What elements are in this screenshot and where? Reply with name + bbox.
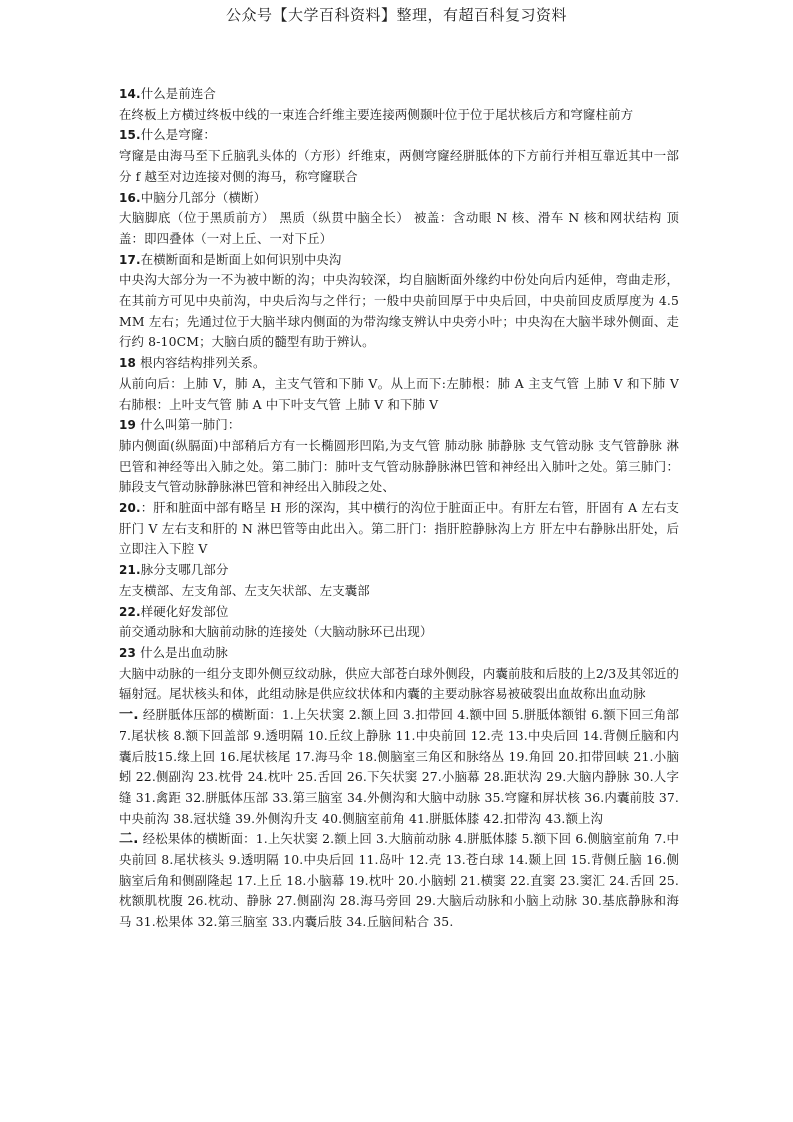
question-number: 18 bbox=[119, 356, 136, 371]
question-number: 22. bbox=[119, 604, 141, 619]
question-number: 16. bbox=[119, 190, 141, 205]
page-header: 公众号【大学百科资料】整理，有超百科复习资料 bbox=[225, 6, 567, 24]
answer-paragraph: 从前向后：上肺 V，肺 A，主支气管和下肺 V。从上而下:左肺根：肺 A 主支气管 上肺 V 和下肺 V 右肺根：上叶支气管 肺 A 中下叶支气管 上肺 V 和下肺 V bbox=[119, 375, 679, 412]
section-text: 经胼胝体压部的横断面：1.上矢状窦 2.额上回 3.扣带回 4.额中回 5.胼胝体额钳 6.额下回三角部 7.尾状核 8.额下回盖部 9.透明隔 10.丘纹上静脉 11.中央前回 12.壳 13.中央后回 14.背侧丘脑和内囊后肢15.缘上回 16.尾状核尾 17.海马伞 18.侧脑室三角区和脉络丛 19.角回 20.扣带回峡 21.小脑蚓 22.侧副沟 23.枕骨 24.枕叶 25.舌回 26.下矢状窦 27.小脑幕 28.距状沟 29.大脑内静脉 30.人字缝 31.禽距 32.胼胝体压部 33.第三脑室 34.外侧沟和大脑中动脉 35.穹窿和屏状核 36.内囊前肢 37.中央前沟 38.冠状缝 39.外侧沟升支 40.侧脑室前角 41.胼胝体膝 42.扣带沟 43.额上沟 bbox=[119, 707, 680, 826]
question-number: 19 bbox=[119, 418, 136, 433]
question-heading bbox=[119, 415, 679, 436]
answer-paragraph: 大脑中动脉的一组分支即外侧豆纹动脉，供应大部苍白球外侧段，内囊前肢和后肢的上2/3及其邻近的辐射冠。尾状核头和体，此组动脉是供应纹状体和内囊的主要动脉容易被破裂出血故称出血动脉 bbox=[119, 665, 679, 702]
answer-paragraph: 中央沟大部分为一不为被中断的沟；中央沟较深，均自脑断面外缘约中份处向后内延伸，弯曲走形，在其前方可见中央前沟，中央后沟与之伴行；一般中央前回厚于中央后回，中央前回皮质厚度为 4.5MM 左右；先通过位于大脑半球内侧面的为带沟缘支辨认中央旁小叶；中央沟在大脑半球外侧面、走行约 8-10CM；大脑白质的髓型有助于辨认。 bbox=[119, 272, 679, 350]
question-number: 17. bbox=[119, 252, 141, 267]
question-number: 23 bbox=[119, 645, 136, 660]
question-text: ：肝和脏面中部有略呈 H 形的深沟，其中横行的沟位于脏面正中。有肝左右管，肝固有 A 左右支 肝门 V 左右支和肝的 N 淋巴管等由此出入。第二肝门：指肝腔静脉沟上方 肝左中右静脉出肝处，后立即注入下腔 V bbox=[119, 500, 679, 557]
question-paragraph bbox=[119, 498, 679, 560]
question-heading bbox=[119, 602, 679, 623]
answer-paragraph: 大脑脚底（位于黑质前方） 黑质（纵贯中脑全长） 被盖：含动眼 N 核、滑车 N 核和网状结构 顶盖：即四叠体（一对上丘、一对下丘） bbox=[119, 210, 679, 246]
question-number: 15. bbox=[119, 128, 141, 143]
question-text: 在横断面和是断面上如何识别中央沟 bbox=[140, 251, 342, 267]
question-heading bbox=[119, 188, 679, 209]
question-number: 21. bbox=[119, 563, 141, 578]
question-number: 20. bbox=[119, 501, 141, 516]
question-text: 脉分支哪几部分 bbox=[140, 562, 229, 578]
answer-paragraph: 前交通动脉和大脑前动脉的连接处（大脑动脉环已出现） bbox=[119, 624, 433, 640]
question-text: 什么是穹窿： bbox=[140, 127, 216, 143]
question-heading bbox=[119, 84, 679, 105]
question-heading bbox=[119, 125, 679, 146]
question-text: 什么是出血动脉 bbox=[136, 644, 228, 660]
question-number: 14. bbox=[119, 87, 141, 101]
section-number: 二. bbox=[119, 831, 139, 848]
answer-paragraph: 肺内侧面(纵膈面)中部稍后方有一长椭圆形凹陷,为支气管 肺动脉 肺静脉 支气管动脉 支气管静脉 淋巴管和神经等出入肺之处。第二肺门：肺叶支气管动脉静脉淋巴管和神经出入肺叶之处。第三肺门：肺段支气管动脉静脉淋巴管和神经出入肺段之处、 bbox=[119, 437, 679, 495]
question-text: 什么是前连合 bbox=[140, 86, 216, 101]
section-paragraph bbox=[119, 705, 679, 829]
document-body bbox=[119, 84, 679, 933]
question-heading bbox=[119, 353, 679, 374]
question-text: 什么叫第一肺门： bbox=[136, 417, 241, 433]
section-text: 经松果体的横断面：1.上矢状窦 2.额上回 3.大脑前动脉 4.胼胝体膝 5.额下回 6.侧脑室前角 7.中央前回 8.尾状核头 9.透明隔 10.中央后回 11.岛叶 12.壳 13.苍白球 14.颞上回 15.背侧丘脑 16.侧脑室后角和侧副隆起 17.上丘 18.小脑幕 19.枕叶 20.小脑蚓 21.横窦 22.直窦 23.窦汇 24.舌回 25.枕额肌枕腹 26.枕动、静脉 27.侧副沟 28.海马旁回 29.大脑后动脉和小脑上动脉 30.基底静脉和海马 31.松果体 32.第三脑室 33.内囊后肢 34.丘脑间粘合 35. bbox=[119, 831, 679, 930]
answer-paragraph: 左支横部、左支角部、左支矢状部、左支囊部 bbox=[119, 582, 370, 598]
question-heading bbox=[119, 643, 679, 664]
question-text: 样硬化好发部位 bbox=[140, 603, 229, 619]
question-text: 中脑分几部分（横断） bbox=[140, 189, 267, 205]
section-paragraph bbox=[119, 829, 679, 933]
answer-paragraph: 穹窿是由海马至下丘脑乳头体的（方形）纤维束，两侧穹窿经胼胝体的下方前行并相互靠近其中一部分 f 越至对边连接对侧的海马，称穹窿联合 bbox=[119, 148, 679, 184]
question-heading bbox=[119, 560, 679, 581]
question-text: 根内容结构排列关系。 bbox=[136, 355, 266, 371]
question-heading bbox=[119, 250, 679, 271]
answer-paragraph: 在终板上方横过终板中线的一束连合纤维主要连接两侧颞叶位于位于尾状核后方和穹窿柱前方 bbox=[119, 106, 634, 122]
section-number: 一. bbox=[119, 707, 139, 724]
